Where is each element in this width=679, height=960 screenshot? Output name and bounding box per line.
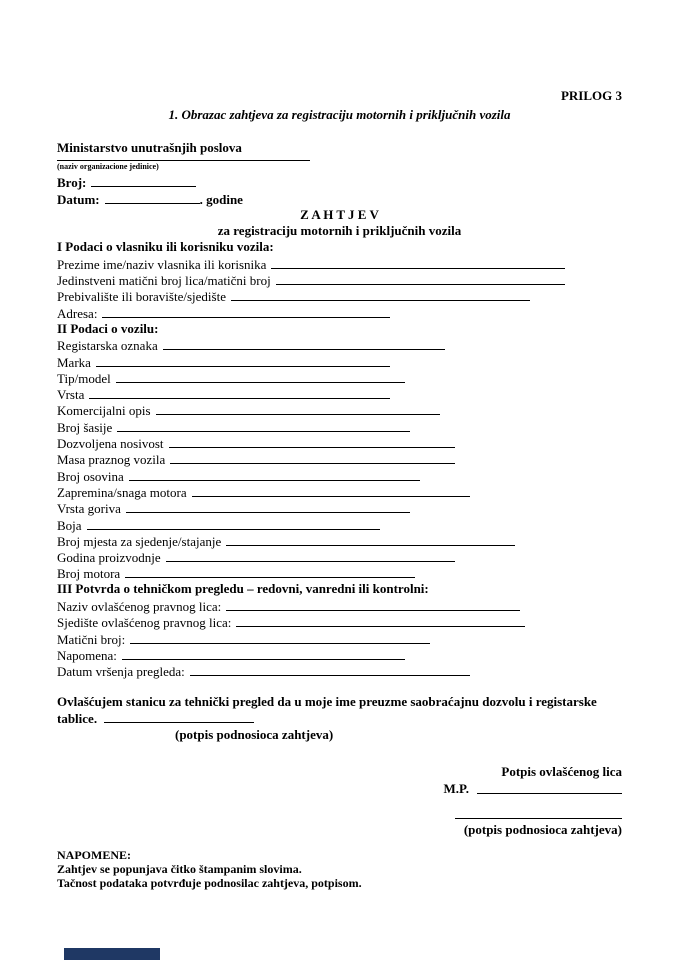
form-field	[57, 435, 455, 451]
field-input-line[interactable]	[130, 643, 430, 644]
form-field	[57, 516, 380, 532]
form-field	[57, 630, 430, 646]
field-input-line[interactable]	[236, 626, 525, 627]
form-field	[57, 451, 455, 467]
field-label: Broj motora	[57, 566, 121, 582]
field-input-line[interactable]	[126, 512, 410, 513]
form-field	[57, 402, 440, 418]
form-field	[57, 647, 405, 663]
field-label: Napomena:	[57, 647, 117, 663]
field-input-line[interactable]	[226, 610, 520, 611]
form-field	[57, 533, 515, 549]
date-input-line[interactable]	[105, 203, 200, 204]
form-field	[57, 565, 415, 581]
form-field	[57, 614, 525, 630]
number-label: Broj:	[57, 175, 87, 191]
field-label: Godina proizvodnje	[57, 550, 161, 566]
form-field	[57, 386, 390, 402]
authorized-person-label: Potpis ovlašćenog lica	[501, 763, 622, 779]
field-input-line[interactable]	[271, 268, 565, 269]
field-input-line[interactable]	[87, 529, 380, 530]
form-field	[57, 353, 390, 369]
field-input-line[interactable]	[231, 300, 530, 301]
field-label: Prezime ime/naziv vlasnika ili korisnika	[57, 256, 267, 272]
field-input-line[interactable]	[156, 414, 440, 415]
field-input-line[interactable]	[96, 366, 390, 367]
field-label: Adresa:	[57, 305, 98, 321]
field-label: Broj šasije	[57, 419, 113, 435]
note-line: Tačnost podataka potvrđuje podnosilac zahtjeva, potpisom.	[57, 875, 362, 890]
form-field	[57, 663, 470, 679]
field-input-line[interactable]	[170, 463, 455, 464]
stamp-label: M.P.	[443, 780, 469, 796]
field-input-line[interactable]	[166, 561, 455, 562]
field-label: Broj osovina	[57, 468, 124, 484]
field-label: Sjedište ovlašćenog pravnog lica:	[57, 615, 232, 631]
field-label: Vrsta goriva	[57, 501, 121, 517]
date-field	[57, 190, 622, 206]
request-subtitle: za registraciju motornih i priključnih vozila	[217, 222, 462, 238]
org-unit-input-line[interactable]	[57, 159, 310, 161]
form-title: 1. Obrazac zahtjeva za registraciju motornih i priključnih vozila	[168, 107, 511, 122]
field-input-line[interactable]	[163, 349, 445, 350]
field-input-line[interactable]	[89, 398, 390, 399]
form-field	[57, 467, 420, 483]
field-input-line[interactable]	[169, 447, 455, 448]
field-input-line[interactable]	[190, 675, 470, 676]
field-input-line[interactable]	[122, 659, 405, 660]
authorization-signature-line[interactable]	[104, 712, 254, 723]
field-label: Vrsta	[57, 387, 85, 403]
authorization-statement	[57, 694, 622, 727]
field-label: Registarska oznaka	[57, 338, 158, 354]
request-title: Z A H T J E V	[300, 206, 379, 222]
field-label: Boja	[57, 517, 82, 533]
field-label: Dozvoljena nosivost	[57, 436, 164, 452]
form-field	[57, 304, 390, 320]
field-input-line[interactable]	[117, 431, 410, 432]
field-input-line[interactable]	[276, 284, 565, 285]
field-input-line[interactable]	[192, 496, 470, 497]
field-label: Datum vršenja pregleda:	[57, 664, 185, 680]
signature-block	[57, 764, 622, 838]
notes-block	[57, 848, 622, 890]
field-input-line[interactable]	[116, 382, 405, 383]
org-unit-caption: (naziv organizacione jedinice)	[57, 162, 159, 171]
footer-bar	[64, 948, 160, 960]
field-label: Marka	[57, 354, 91, 370]
field-input-line[interactable]	[102, 317, 390, 318]
number-field	[57, 174, 622, 190]
ministry-name: Ministarstvo unutrašnjih poslova	[57, 140, 242, 155]
authorization-signature-caption: (potpis podnosioca zahtjeva)	[175, 726, 334, 742]
field-label: Komercijalni opis	[57, 403, 151, 419]
form-field	[57, 484, 470, 500]
form-field	[57, 337, 445, 353]
notes-heading: NAPOMENE:	[57, 847, 131, 862]
section-owner-heading: I Podaci o vlasniku ili korisniku vozila:	[57, 239, 274, 255]
form-field	[57, 500, 410, 516]
applicant-signature-caption: (potpis podnosioca zahtjeva)	[463, 821, 622, 837]
date-suffix: . godine	[199, 191, 243, 207]
form-field	[57, 370, 405, 386]
section-vehicle-heading: II Podaci o vozilu:	[57, 320, 159, 336]
stamp-signature-line[interactable]	[477, 793, 622, 794]
authorization-text: Ovlašćujem stanicu za tehnički pregled da u moje ime preuzme saobraćajnu dozvolu i registarske tablice.	[57, 694, 597, 726]
form-field	[57, 272, 565, 288]
form-field	[57, 418, 410, 434]
field-label: Broj mjesta za sjedenje/stajanje	[57, 533, 222, 549]
field-label: Masa praznog vozila	[57, 452, 166, 468]
field-label: Naziv ovlašćenog pravnog lica:	[57, 599, 222, 615]
field-label: Matični broj:	[57, 631, 126, 647]
field-label: Prebivalište ili boravište/sjedište	[57, 289, 226, 305]
number-input-line[interactable]	[91, 186, 196, 187]
form-field	[57, 255, 565, 271]
field-input-line[interactable]	[125, 577, 415, 578]
field-label: Tip/model	[57, 370, 111, 386]
stamp-row	[57, 780, 622, 797]
note-line: Zahtjev se popunjava čitko štampanim slovima.	[57, 861, 302, 876]
applicant-signature-line[interactable]	[455, 818, 622, 819]
form-field	[57, 288, 530, 304]
field-input-line[interactable]	[129, 480, 420, 481]
field-label: Zapremina/snaga motora	[57, 484, 187, 500]
form-field	[57, 549, 455, 565]
section-inspection-heading: III Potvrda o tehničkom pregledu – redovni, vanredni ili kontrolni:	[57, 581, 429, 597]
field-input-line[interactable]	[226, 545, 515, 546]
applicant-signature-row	[57, 805, 622, 822]
date-label: Datum:	[57, 191, 100, 207]
field-label: Jedinstveni matični broj lica/matični broj	[57, 273, 271, 289]
annex-label: PRILOG 3	[560, 88, 622, 103]
form-field	[57, 598, 520, 614]
